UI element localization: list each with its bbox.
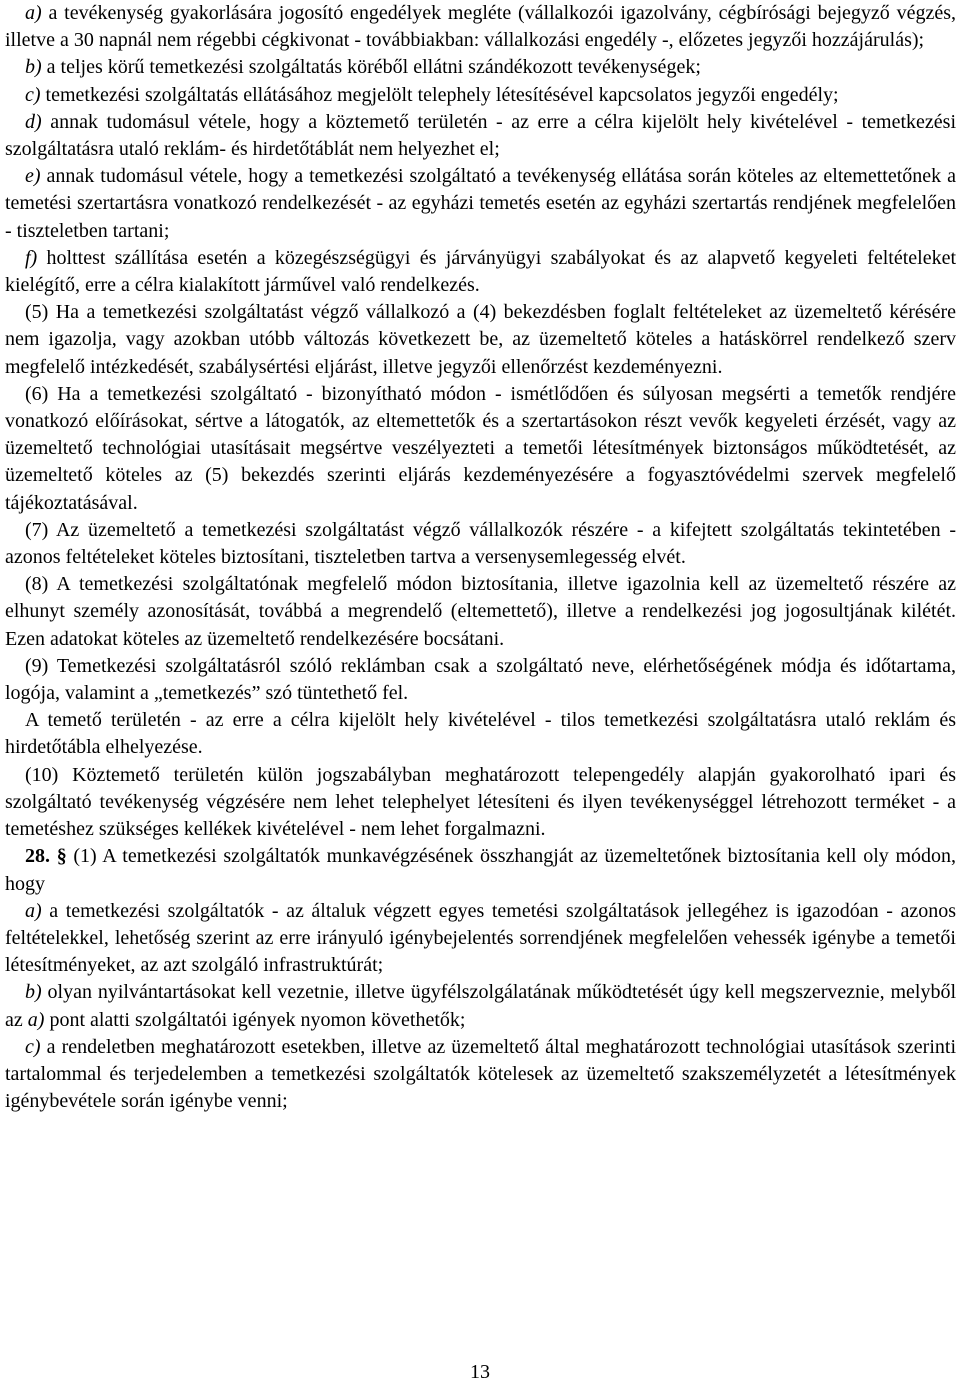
- paragraph-section-28-paragraph-1: [5, 843, 956, 897]
- text-run: (9) Temetkezési szolgáltatásról szóló reklámban csak a szolgáltató neve, elérhetőségének módja és időtartama, logója, valamint a „temetkezés” szó tüntethető fel.: [5, 654, 956, 705]
- text-run: a rendeletben meghatározott esetekben, illetve az üzemeltető által meghatározott technológiai utasítások szerinti tartalommal és terjedelemben a temetkezési szolgáltatók kötelesek az üzemeltető szakszemélyzetét a létesítmények igénybevétele során igénybe venni;: [5, 1035, 956, 1113]
- text-run: annak tudomásul vétele, hogy a köztemető területén - az erre a célra kijelölt hely kivételével - temetkezési szolgáltatásra utaló reklám- és hirdetőtáblát nem helyezhet el;: [5, 110, 956, 161]
- italic-marker: c): [25, 83, 41, 106]
- paragraph-section-28-item-b: [5, 979, 956, 1033]
- italic-marker: a): [25, 2, 42, 24]
- text-run: a teljes körű temetkezési szolgáltatás köréből ellátni szándékozott tevékenységek;: [41, 56, 701, 79]
- italic-marker: e): [25, 165, 41, 188]
- italic-marker: a): [25, 899, 42, 922]
- italic-marker: b): [25, 981, 42, 1004]
- paragraph-item-e: [5, 163, 956, 245]
- text-run: pont alatti szolgáltatói igények nyomon követhetők;: [44, 1008, 466, 1031]
- italic-marker: f): [25, 246, 38, 269]
- text-run: (5) Ha a temetkezési szolgáltatást végző vállalkozó a (4) bekezdésben foglalt feltételeket az üzemeltető kérésére nem igazolja, vagy azokban utóbb változás következett be, az üzemeltető köteles a hatáskörrel rendelkező szerv megfelelő intézkedését, szabálysértési eljárást, illetve jegyzői ellenőrzést kezdeményezni.: [5, 301, 956, 378]
- paragraph-paragraph-6: [5, 381, 956, 517]
- paragraph-paragraph-9: [5, 653, 956, 707]
- text-run: (8) A temetkezési szolgáltatónak megfelelő módon biztosítania, illetve igazolnia kell az üzemeltető részére az elhunyt személy azonosítását, továbbá a megrendelő (eltemettető), illetve a rendelkezési jog jogosultjának kilétét. Ezen adatokat köteles az üzemeltető rendelkezésére bocsátani.: [5, 573, 956, 650]
- paragraph-item-f: [5, 245, 956, 299]
- text-run: (7) Az üzemeltető a temetkezési szolgáltatást végző vállalkozók részére - a kifejtett szolgáltatás tekintetében - azonos feltételeket köteles biztosítani, tiszteletben tartva a versenysemlegesség elvét.: [5, 518, 956, 569]
- text-run: (6) Ha a temetkezési szolgáltató - bizonyítható módon - ismétlődően és súlyosan megsérti a temetők rendjére vonatkozó előírásokat, sértve a látogatók, az eltemettetők és a szertartásokon részt vevők kegyeleti érzését, vagy az üzemeltető technológiai utasításait megsértve veszélyezteti a temetői létesítmények biztonságos működtetését, az üzemeltető köteles az (5) bekezdés szerinti eljárás kezdeményezésére a fogyasztóvédelmi szervek megfelelő tájékoztatásával.: [5, 382, 956, 514]
- text-run: a tevékenység gyakorlására jogosító engedélyek megléte (vállalkozói igazolvány, cégbírósági bejegyző végzés, illetve a 30 napnál nem régebbi cégkivonat - továbbiakban: vállalkozási engedély -, előzetes jegyzői hozzájárulás);: [5, 2, 956, 52]
- paragraph-paragraph-5: [5, 299, 956, 381]
- bold-section-number: §: [56, 845, 67, 868]
- text-run: A temető területén - az erre a célra kijelölt hely kivételével - tilos temetkezési szolgáltatásra utaló reklám és hirdetőtábla elhelyezése.: [5, 709, 956, 759]
- bold-section-number: 28.: [25, 845, 57, 868]
- italic-marker: c): [25, 1035, 41, 1058]
- paragraph-item-a: [5, 0, 956, 54]
- text-run: temetkezési szolgáltatás ellátásához megjelölt telephely létesítésével kapcsolatos jegyzői engedély;: [40, 83, 839, 106]
- paragraph-item-b: [5, 54, 956, 81]
- paragraph-item-c: [5, 82, 956, 109]
- italic-marker: b): [25, 56, 42, 79]
- paragraph-item-d: [5, 109, 956, 163]
- page-number: 13: [470, 1361, 490, 1383]
- italic-marker: a): [27, 1008, 45, 1031]
- paragraph-section-28-item-a: [5, 898, 956, 980]
- paragraph-paragraph-10: [5, 762, 956, 844]
- text-run: olyan nyilvántartásokat kell vezetnie, illetve ügyfélszolgálatának működtetését úgy kell megszerveznie, melyből az: [5, 981, 956, 1031]
- text-run: (10) Köztemető területén külön jogszabályban meghatározott telepengedély alapján gyakorolható ipari és szolgáltató tevékenység végzésére nem lehet telephelyet létesíteni és ilyen tevékenységgel létrehozott terméket - a temetéshez szükséges kellékek kivételével - nem lehet forgalmazni.: [5, 763, 956, 841]
- text-run: annak tudomásul vétele, hogy a temetkezési szolgáltató a tevékenység ellátása során köteles az eltemettetőnek a temetési szertartásra vonatkozó rendelkezését - az egyházi temetés esetén az egyházi szertartás rendjének megfelelően - tiszteletben tartani;: [5, 165, 956, 242]
- text-run: holttest szállítása esetén a közegészségügyi és járványügyi szabályokat és az alapvető kegyeleti feltételeket kielégítő, erre a célra kialakított járművel való rendelkezés.: [5, 246, 956, 297]
- italic-marker: d): [25, 110, 42, 133]
- text-run: a temetkezési szolgáltatók - az általuk végzett egyes temetési szolgáltatások jellegéhez is igazodóan - azonos feltételekkel, lehetőség szerint az erre irányuló igénybejelentés sorrendjének megfelelően vehessék igénybe a temetői létesítményeket, az azt szolgáló infrastruktúrát;: [5, 899, 956, 977]
- paragraph-section-28-item-c: [5, 1034, 956, 1116]
- document-body: [5, 0, 956, 1115]
- paragraph-paragraph-8: [5, 571, 956, 653]
- paragraph-paragraph-9-continued: [5, 707, 956, 761]
- text-run: (1) A temetkezési szolgáltatók munkavégzésének összhangját az üzemeltetőnek biztosítania kell oly módon, hogy: [5, 845, 957, 895]
- paragraph-paragraph-7: [5, 517, 956, 571]
